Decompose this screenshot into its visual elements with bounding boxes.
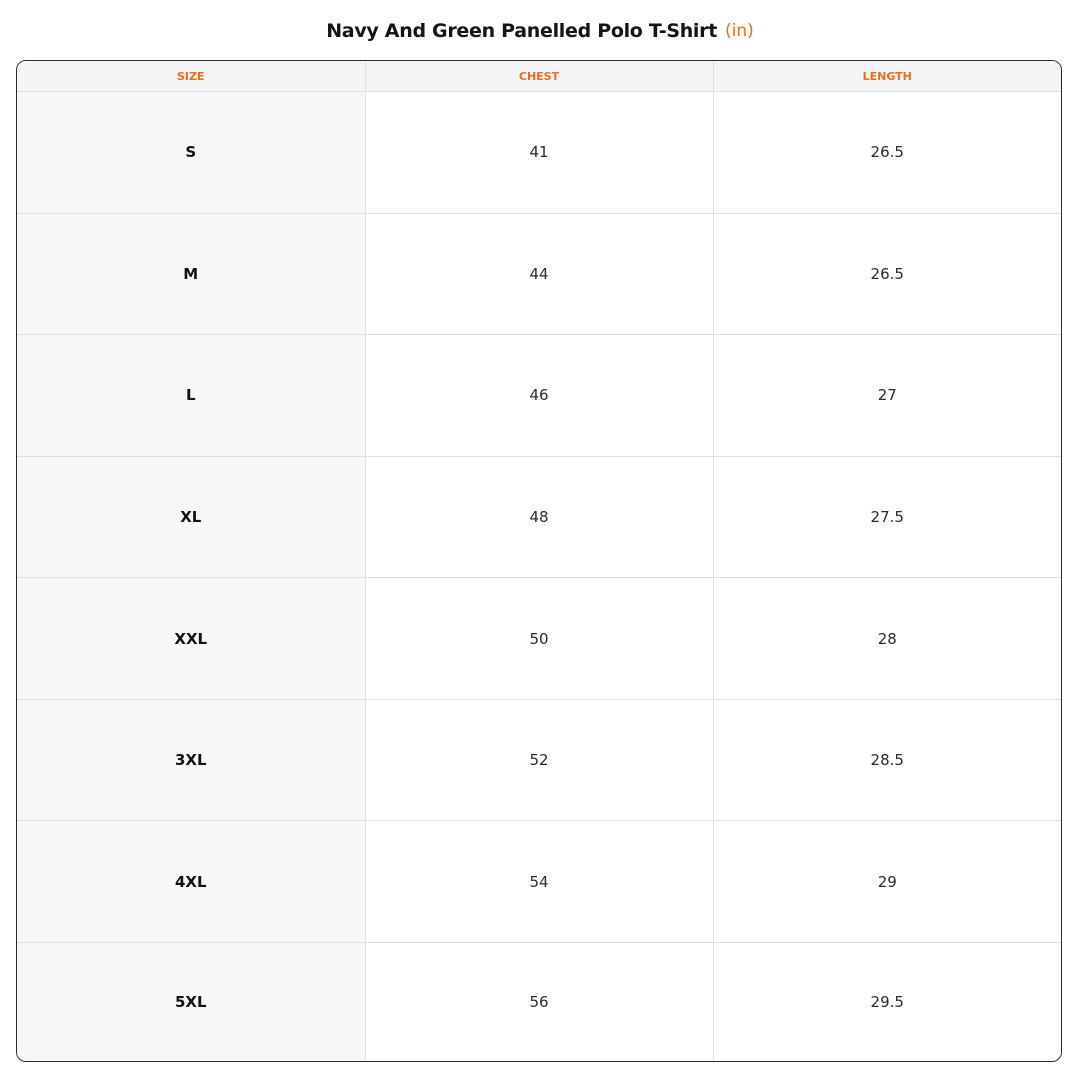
unit-label: (in) [725,21,754,41]
length-cell: 27.5 [713,456,1061,578]
table-row [17,456,1061,578]
size-cell: 5XL [17,943,365,1061]
size-cell: XXL [17,578,365,700]
page-title: Navy And Green Panelled Polo T-Shirt [326,20,718,42]
size-cell: XL [17,456,365,578]
table-row [17,335,1061,457]
chest-cell: 50 [365,578,713,700]
column-header-size: SIZE [17,61,365,92]
length-cell: 29 [713,821,1061,943]
table-row [17,699,1061,821]
table-row [17,213,1061,335]
chart-header [0,0,1080,62]
table-row [17,943,1061,1061]
table-header-row [17,61,1061,92]
size-cell: L [17,335,365,457]
size-cell: 4XL [17,821,365,943]
length-cell: 26.5 [713,92,1061,214]
size-cell: 3XL [17,699,365,821]
length-cell: 28.5 [713,699,1061,821]
chest-cell: 52 [365,699,713,821]
size-chart-table [16,60,1062,1062]
chest-cell: 44 [365,213,713,335]
chest-cell: 41 [365,92,713,214]
length-cell: 27 [713,335,1061,457]
table-row [17,578,1061,700]
length-cell: 28 [713,578,1061,700]
chest-cell: 48 [365,456,713,578]
chest-cell: 54 [365,821,713,943]
chest-cell: 56 [365,943,713,1061]
column-header-chest: CHEST [365,61,713,92]
chest-cell: 46 [365,335,713,457]
column-header-length: LENGTH [713,61,1061,92]
size-cell: M [17,213,365,335]
size-cell: S [17,92,365,214]
length-cell: 29.5 [713,943,1061,1061]
length-cell: 26.5 [713,213,1061,335]
table-row [17,92,1061,214]
table-row [17,821,1061,943]
